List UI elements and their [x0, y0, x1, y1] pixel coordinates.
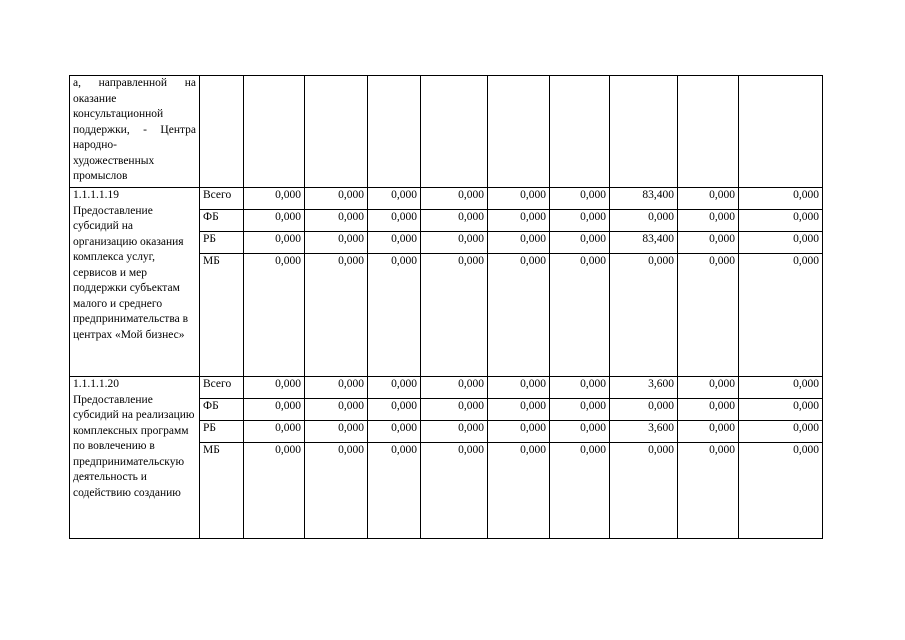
amount-cell: 0,000 — [421, 210, 488, 232]
amount-cell: 0,000 — [550, 377, 610, 399]
amount-cell: 0,000 — [488, 188, 550, 210]
empty-cell — [244, 76, 305, 188]
amount-cell: 0,000 — [678, 210, 739, 232]
amount-cell: 0,000 — [488, 254, 550, 377]
amount-cell: 0,000 — [244, 399, 305, 421]
amount-cell: 0,000 — [739, 421, 823, 443]
amount-cell: 3,600 — [610, 377, 678, 399]
amount-cell: 3,600 — [610, 421, 678, 443]
amount-cell: 0,000 — [550, 421, 610, 443]
funding-source-cell: РБ — [200, 421, 244, 443]
amount-cell: 0,000 — [305, 399, 368, 421]
amount-cell: 0,000 — [488, 421, 550, 443]
measure-name-cell — [70, 188, 200, 377]
amount-cell: 0,000 — [305, 377, 368, 399]
amount-cell: 0,000 — [739, 210, 823, 232]
measure-code: 1.1.1.1.20 — [73, 378, 119, 390]
amount-cell: 0,000 — [244, 254, 305, 377]
amount-cell: 0,000 — [610, 399, 678, 421]
continued-name-cell: а, направленной на оказание консультационной поддержки, - Центра народно-художественных промыслов — [70, 76, 200, 188]
amount-cell: 0,000 — [550, 399, 610, 421]
table-row — [70, 188, 823, 210]
empty-cell — [550, 76, 610, 188]
amount-cell: 0,000 — [610, 210, 678, 232]
measure-description: Предоставление субсидий на организацию оказания комплекса услуг, сервисов и мер поддержки субъектам малого и среднего предпринимательства в центрах «Мой бизнес» — [73, 204, 189, 341]
amount-cell: 0,000 — [368, 443, 421, 539]
table-row — [70, 377, 823, 399]
empty-cell — [200, 76, 244, 188]
empty-cell — [421, 76, 488, 188]
amount-cell: 0,000 — [421, 421, 488, 443]
amount-cell: 0,000 — [678, 443, 739, 539]
amount-cell: 0,000 — [550, 188, 610, 210]
amount-cell: 0,000 — [244, 377, 305, 399]
empty-cell — [305, 76, 368, 188]
amount-cell: 0,000 — [610, 443, 678, 539]
amount-cell: 0,000 — [678, 254, 739, 377]
amount-cell: 0,000 — [678, 399, 739, 421]
amount-cell: 0,000 — [305, 443, 368, 539]
amount-cell: 0,000 — [488, 232, 550, 254]
amount-cell: 0,000 — [550, 254, 610, 377]
amount-cell: 0,000 — [421, 232, 488, 254]
amount-cell: 0,000 — [421, 443, 488, 539]
amount-cell: 0,000 — [421, 377, 488, 399]
amount-cell: 0,000 — [305, 232, 368, 254]
empty-cell — [488, 76, 550, 188]
amount-cell: 0,000 — [678, 377, 739, 399]
amount-cell: 0,000 — [739, 377, 823, 399]
budget-table — [69, 75, 823, 539]
table-row-continued — [70, 76, 823, 188]
funding-source-cell: РБ — [200, 232, 244, 254]
amount-cell: 0,000 — [739, 188, 823, 210]
amount-cell: 0,000 — [368, 188, 421, 210]
amount-cell: 0,000 — [244, 210, 305, 232]
funding-source-cell: Всего — [200, 377, 244, 399]
amount-cell: 0,000 — [739, 232, 823, 254]
amount-cell: 0,000 — [421, 254, 488, 377]
amount-cell: 0,000 — [305, 188, 368, 210]
amount-cell: 0,000 — [610, 254, 678, 377]
funding-source-cell: ФБ — [200, 210, 244, 232]
amount-cell: 0,000 — [488, 443, 550, 539]
amount-cell: 0,000 — [244, 232, 305, 254]
amount-cell: 0,000 — [739, 443, 823, 539]
amount-cell: 0,000 — [368, 210, 421, 232]
amount-cell: 0,000 — [244, 421, 305, 443]
measure-name-cell — [70, 377, 200, 539]
funding-source-cell: МБ — [200, 254, 244, 377]
amount-cell: 0,000 — [550, 232, 610, 254]
measure-description: Предоставление субсидий на реализацию комплексных программ по вовлечению в предпринимательскую деятельность и содействию созданию — [73, 393, 195, 499]
amount-cell: 0,000 — [244, 443, 305, 539]
amount-cell: 0,000 — [305, 254, 368, 377]
funding-source-cell: МБ — [200, 443, 244, 539]
empty-cell — [368, 76, 421, 188]
table-body — [70, 76, 823, 539]
amount-cell: 0,000 — [550, 443, 610, 539]
amount-cell: 83,400 — [610, 188, 678, 210]
empty-cell — [610, 76, 678, 188]
amount-cell: 0,000 — [368, 232, 421, 254]
amount-cell: 0,000 — [739, 254, 823, 377]
amount-cell: 0,000 — [739, 399, 823, 421]
amount-cell: 0,000 — [368, 399, 421, 421]
amount-cell: 0,000 — [421, 188, 488, 210]
empty-cell — [678, 76, 739, 188]
amount-cell: 0,000 — [488, 399, 550, 421]
amount-cell: 0,000 — [305, 421, 368, 443]
amount-cell: 0,000 — [368, 377, 421, 399]
amount-cell: 0,000 — [488, 210, 550, 232]
empty-cell — [739, 76, 823, 188]
amount-cell: 83,400 — [610, 232, 678, 254]
amount-cell: 0,000 — [678, 188, 739, 210]
amount-cell: 0,000 — [305, 210, 368, 232]
funding-source-cell: ФБ — [200, 399, 244, 421]
amount-cell: 0,000 — [550, 210, 610, 232]
amount-cell: 0,000 — [368, 421, 421, 443]
amount-cell: 0,000 — [678, 421, 739, 443]
amount-cell: 0,000 — [678, 232, 739, 254]
amount-cell: 0,000 — [244, 188, 305, 210]
amount-cell: 0,000 — [421, 399, 488, 421]
funding-source-cell: Всего — [200, 188, 244, 210]
measure-code: 1.1.1.1.19 — [73, 189, 119, 201]
amount-cell: 0,000 — [488, 377, 550, 399]
amount-cell: 0,000 — [368, 254, 421, 377]
